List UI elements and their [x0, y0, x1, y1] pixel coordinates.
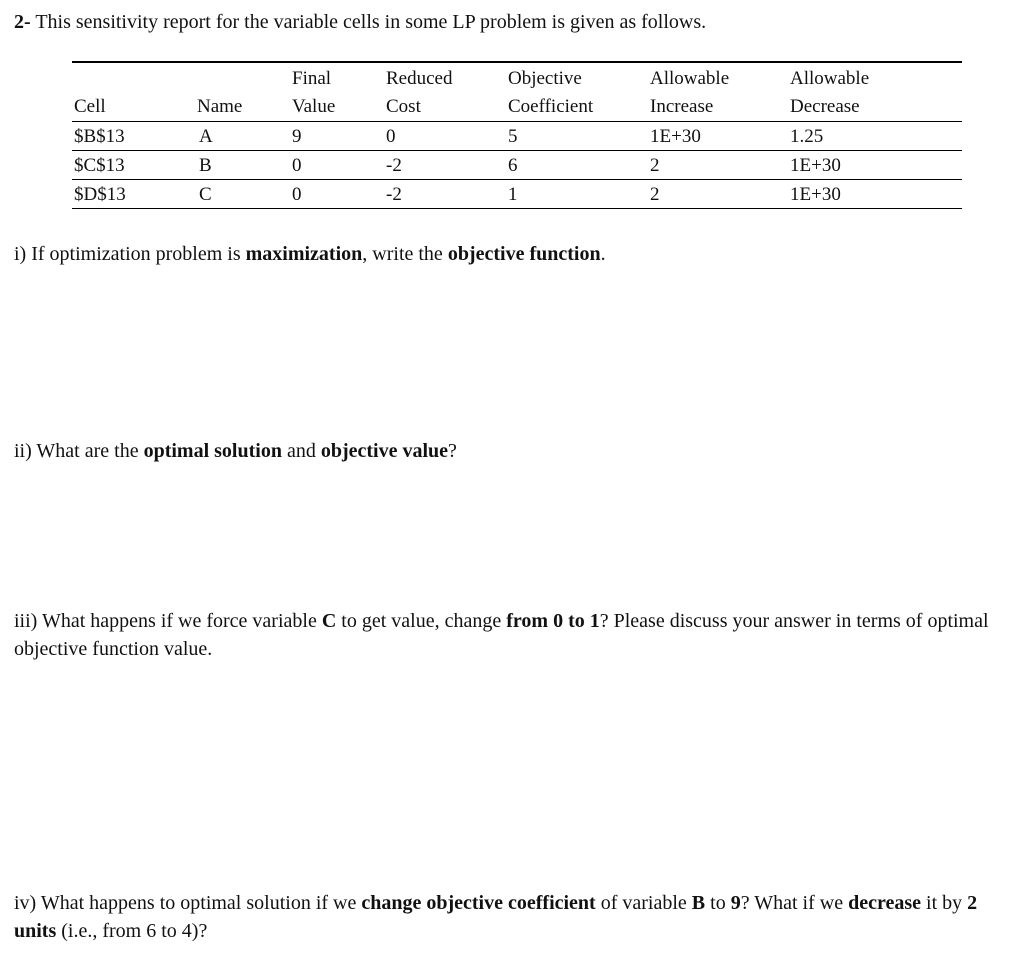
- emphasis-text: C: [321, 610, 337, 632]
- emphasis-text: objective function: [447, 243, 601, 265]
- question-iv: [14, 889, 1010, 945]
- emphasis-text: optimal solution: [143, 440, 282, 462]
- emphasis-text: objective value: [320, 440, 449, 462]
- row-objective-coefficient: 5: [508, 126, 518, 147]
- question-ii: [14, 437, 1010, 465]
- header-coefficient: Coefficient: [508, 96, 594, 117]
- header-decrease: Decrease: [790, 96, 860, 117]
- question-text: ?: [448, 440, 457, 462]
- question-text: iii) What happens if we force variable: [14, 610, 322, 632]
- question-text: i) If optimization problem is: [14, 243, 246, 265]
- question-text: iv) What happens to optimal solution if we: [14, 892, 362, 914]
- question-text: .: [600, 243, 606, 265]
- emphasis-text: change objective coefficient: [361, 892, 596, 914]
- row-name: C: [199, 184, 212, 205]
- question-text: to: [705, 892, 731, 914]
- emphasis-text: from 0 to 1: [506, 610, 600, 632]
- header-objective: Objective: [508, 68, 582, 89]
- row-objective-coefficient: 6: [508, 155, 518, 176]
- row-final-value: 0: [292, 155, 302, 176]
- question-text: it by: [921, 892, 968, 914]
- question-text: to get value, change: [336, 610, 507, 632]
- header-name: Name: [197, 96, 243, 117]
- question-text: , write the: [362, 243, 448, 265]
- header-final: Final: [292, 68, 332, 89]
- emphasis-text: 9: [730, 892, 741, 914]
- emphasis-text: B: [691, 892, 706, 914]
- question-text: ii) What are the: [14, 440, 144, 462]
- header-allowable-decrease: Allowable: [790, 68, 870, 89]
- question-text: ? What if we: [740, 892, 849, 914]
- header-cell: Cell: [74, 96, 106, 117]
- emphasis-text: decrease: [848, 892, 922, 914]
- emphasis-text: maximization: [245, 243, 363, 265]
- row-cell: $C$13: [74, 155, 125, 176]
- question-i: [14, 240, 1010, 268]
- row-allowable-decrease: 1E+30: [790, 184, 841, 205]
- row-reduced-cost: -2: [386, 184, 402, 205]
- row-cell: $D$13: [74, 184, 126, 205]
- question-text: ? Please discuss your answer in terms of optimal objective function value.: [14, 610, 989, 660]
- row-divider: [72, 150, 962, 151]
- header-reduced: Reduced: [386, 68, 453, 89]
- row-allowable-decrease: 1.25: [790, 126, 824, 147]
- question-text: (i.e., from 6 to 4)?: [56, 920, 208, 942]
- row-cell: $B$13: [74, 126, 125, 147]
- row-allowable-increase: 1E+30: [650, 126, 701, 147]
- emphasis-text: 2 units: [14, 892, 978, 942]
- sensitivity-report-table: [72, 61, 962, 211]
- header-allowable-increase: Allowable: [650, 68, 730, 89]
- header-bottom-rule: [72, 121, 962, 122]
- row-allowable-decrease: 1E+30: [790, 155, 841, 176]
- row-objective-coefficient: 1: [508, 184, 518, 205]
- header-cost: Cost: [386, 96, 421, 117]
- row-divider: [72, 179, 962, 180]
- question-text: and: [281, 440, 321, 462]
- row-reduced-cost: 0: [386, 126, 396, 147]
- question-number: 2-: [14, 11, 31, 33]
- header-value: Value: [292, 96, 336, 117]
- question-heading: [14, 9, 706, 35]
- row-reduced-cost: -2: [386, 155, 402, 176]
- table-top-rule: [72, 61, 962, 63]
- row-final-value: 0: [292, 184, 302, 205]
- question-intro-text: This sensitivity report for the variable cells in some LP problem is given as follows.: [35, 11, 707, 33]
- row-allowable-increase: 2: [650, 184, 660, 205]
- row-name: B: [199, 155, 212, 176]
- table-bottom-rule: [72, 208, 962, 209]
- row-final-value: 9: [292, 126, 302, 147]
- row-name: A: [199, 126, 213, 147]
- header-increase: Increase: [650, 96, 714, 117]
- question-iii: [14, 607, 1010, 663]
- question-text: of variable: [595, 892, 692, 914]
- row-allowable-increase: 2: [650, 155, 660, 176]
